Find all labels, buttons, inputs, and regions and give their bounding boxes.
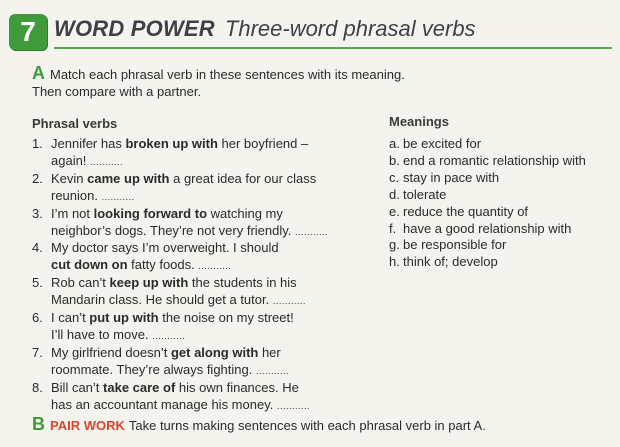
- item-line: [51, 310, 362, 327]
- item-line: [51, 206, 362, 223]
- section-a-letter: A: [32, 63, 45, 83]
- section-b-text: Take turns making sentences with each phrasal verb in part A.: [128, 418, 486, 433]
- item-line: [51, 275, 362, 292]
- meaning-text: think of; develop: [403, 254, 498, 270]
- item-text: reunion.: [51, 187, 102, 203]
- meaning-text: have a good relationship with: [403, 220, 572, 236]
- item-text: Jennifer has: [51, 136, 126, 151]
- item-line: [51, 397, 362, 415]
- answer-blank: ...........: [152, 330, 186, 341]
- phrasal-verb-item: [32, 345, 362, 380]
- unit-title-light: Three-word phrasal verbs: [224, 16, 476, 41]
- item-line: [51, 327, 362, 345]
- meaning-text: be excited for: [403, 136, 482, 151]
- item-line: [51, 292, 362, 310]
- meaning-item: [389, 170, 586, 187]
- item-line: [51, 240, 362, 257]
- meaning-letter: a.: [389, 136, 400, 151]
- meaning-item: [389, 254, 586, 271]
- item-number: 3.: [32, 205, 43, 221]
- meaning-text: tolerate: [403, 186, 447, 202]
- meaning-item: [389, 136, 586, 153]
- phrasal-verbs-heading: Phrasal verbs: [32, 116, 118, 131]
- answer-blank: ...........: [101, 191, 135, 202]
- item-text: a great idea for our class: [169, 170, 317, 186]
- item-text: Kevin: [51, 170, 88, 186]
- meaning-letter: g.: [389, 237, 400, 253]
- meaning-letter: d.: [389, 186, 400, 202]
- meaning-text: end a romantic relationship with: [403, 152, 586, 168]
- item-text: again!: [51, 152, 91, 168]
- unit-title: [54, 16, 476, 42]
- item-text: watching my: [207, 205, 283, 221]
- answer-blank: ...........: [272, 296, 306, 307]
- phrasal-verb: put up with: [89, 310, 159, 326]
- phrasal-verb-item: [32, 275, 362, 310]
- item-line: [51, 362, 362, 380]
- header-rule: [54, 47, 612, 49]
- pair-work-label: PAIR WORK: [50, 418, 125, 433]
- item-text: I’ll have to move.: [51, 326, 153, 342]
- item-number: 5.: [32, 275, 43, 291]
- answer-blank: ...........: [90, 156, 124, 167]
- phrasal-verb: came up with: [87, 170, 170, 186]
- item-text: the noise on my street!: [158, 310, 294, 326]
- section-a-line1: Match each phrasal verb in these sentences with its meaning.: [50, 67, 405, 82]
- item-line: [51, 345, 362, 362]
- item-text: My doctor says I’m overweight. I should: [51, 240, 279, 256]
- meaning-letter: e.: [389, 203, 400, 219]
- meaning-text: reduce the quantity of: [403, 203, 529, 219]
- answer-blank: ...........: [295, 226, 329, 237]
- item-text: his own finances. He: [175, 379, 299, 395]
- unit-number-badge: 7: [9, 14, 47, 50]
- meaning-letter: b.: [389, 152, 400, 168]
- meaning-letter: h.: [389, 254, 400, 270]
- item-number: 6.: [32, 310, 43, 326]
- phrasal-verb-item: [32, 240, 362, 275]
- item-text: Mandarin class. He should get a tutor.: [51, 292, 273, 308]
- item-line: [51, 188, 362, 206]
- phrasal-verb: keep up with: [109, 275, 189, 291]
- section-a-instructions: [32, 65, 405, 100]
- unit-title-strong: WORD POWER: [54, 16, 215, 41]
- item-line: [51, 380, 362, 397]
- meaning-letter: c.: [389, 169, 400, 185]
- phrasal-verbs-list: [32, 136, 362, 415]
- phrasal-verb-item: [32, 206, 362, 241]
- unit-header: [0, 14, 620, 54]
- answer-blank: ...........: [255, 365, 289, 376]
- item-text: Bill can’t: [51, 379, 104, 395]
- item-text: her: [258, 344, 281, 360]
- meanings-list: [389, 136, 586, 271]
- item-line: [51, 136, 362, 153]
- item-line: [51, 153, 362, 171]
- item-line: [51, 171, 362, 188]
- item-number: 4.: [32, 240, 43, 256]
- item-number: 7.: [32, 344, 43, 360]
- meaning-item: [389, 153, 586, 170]
- section-b-letter: B: [32, 414, 45, 434]
- item-number: 8.: [32, 379, 43, 395]
- section-a-line2: Then compare with a partner.: [32, 84, 202, 99]
- answer-blank: ...........: [276, 400, 310, 411]
- item-text: the students in his: [188, 275, 297, 291]
- phrasal-verb: get along with: [170, 344, 259, 360]
- meaning-item: [389, 204, 586, 221]
- item-text: I can’t: [51, 310, 90, 326]
- item-text: My girlfriend doesn’t: [51, 344, 171, 360]
- item-number: 2.: [32, 170, 43, 186]
- section-b-instructions: [32, 414, 486, 435]
- phrasal-verb: cut down on: [51, 257, 128, 273]
- phrasal-verb-item: [32, 310, 362, 345]
- item-text: I’m not: [51, 205, 94, 221]
- meanings-heading: Meanings: [389, 114, 449, 129]
- phrasal-verb-item: [32, 136, 362, 171]
- meaning-item: [389, 187, 586, 204]
- item-number: 1.: [32, 136, 43, 151]
- item-text: neighbor’s dogs. They’re not very friendly.: [51, 222, 296, 238]
- meaning-item: [389, 221, 586, 238]
- item-text: fatty foods.: [127, 257, 199, 273]
- phrasal-verb: broken up with: [125, 136, 218, 151]
- phrasal-verb: take care of: [103, 379, 176, 395]
- meaning-text: stay in pace with: [403, 169, 500, 185]
- meaning-text: be responsible for: [403, 237, 507, 253]
- phrasal-verb-item: [32, 380, 362, 415]
- phrasal-verb: looking forward to: [93, 205, 208, 221]
- item-text: Rob can’t: [51, 275, 110, 291]
- item-line: [51, 223, 362, 241]
- item-text: has an accountant manage his money.: [51, 396, 277, 412]
- item-text: roommate. They’re always fighting.: [51, 361, 256, 377]
- meaning-letter: f.: [389, 220, 397, 236]
- phrasal-verb-item: [32, 171, 362, 206]
- item-text: her boyfriend –: [217, 136, 309, 151]
- answer-blank: ...........: [198, 261, 232, 272]
- meaning-item: [389, 237, 586, 254]
- item-line: [51, 257, 362, 275]
